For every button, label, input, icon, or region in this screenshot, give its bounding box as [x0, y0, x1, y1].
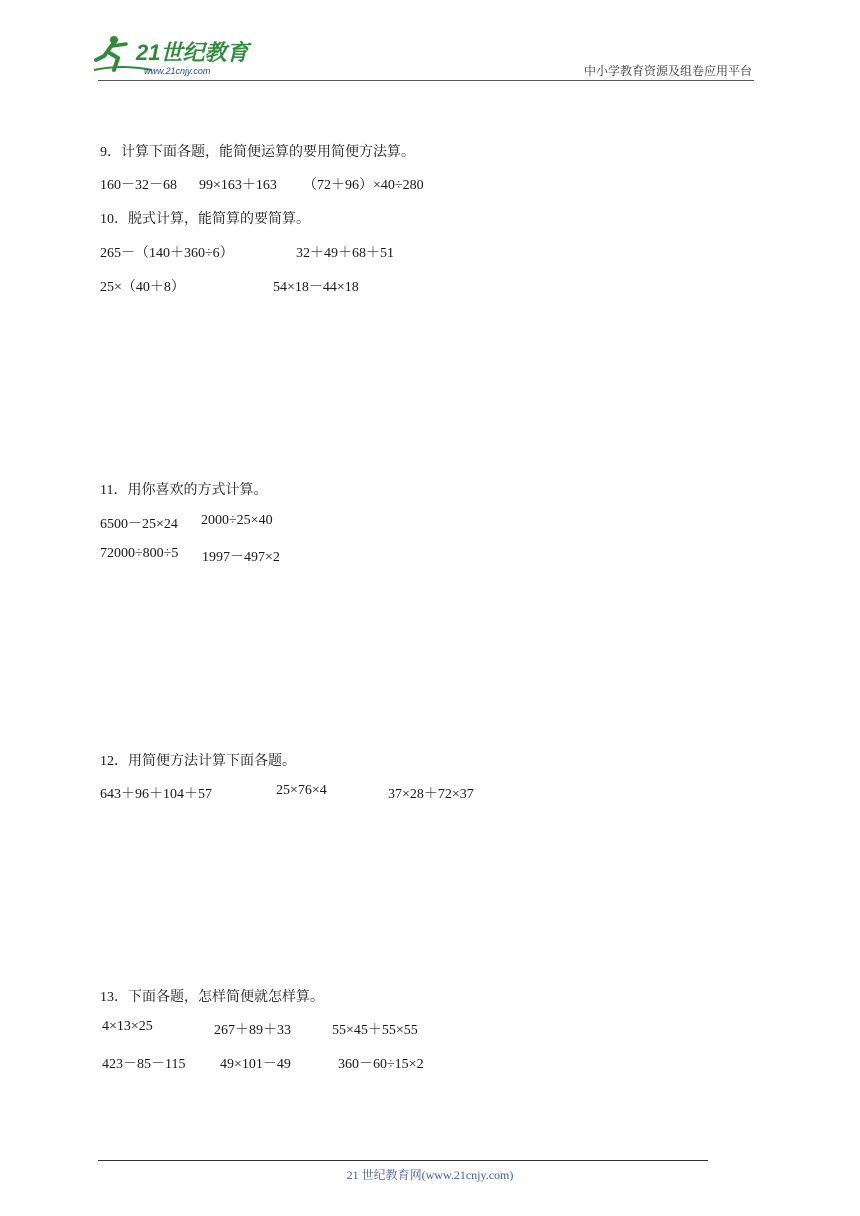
- expression: 6500－25×24: [100, 517, 178, 532]
- expression: 25×76×4: [276, 783, 327, 798]
- expression: 160－32－68: [100, 178, 177, 193]
- expression: 267＋89＋33: [214, 1023, 291, 1038]
- expression: 25×（40＋8）: [100, 280, 185, 295]
- footer-link[interactable]: 21 世纪教育网(www.21cnjy.com): [346, 1168, 514, 1182]
- expression: 32＋49＋68＋51: [296, 246, 394, 261]
- expression: 37×28＋72×37: [388, 787, 474, 802]
- expression: 4×13×25: [102, 1019, 153, 1034]
- site-logo: [92, 30, 262, 80]
- expression: 49×101－49: [220, 1057, 291, 1072]
- question-9-title: 9．计算下面各题，能简便运算的要用简便方法算。: [100, 145, 415, 160]
- expression: 99×163＋163: [199, 178, 277, 193]
- expression: 2000÷25×40: [201, 513, 273, 528]
- expression: 265－（140＋360÷6）: [100, 246, 234, 261]
- header-divider: [98, 80, 754, 81]
- expression: 55×45＋55×55: [332, 1023, 418, 1038]
- question-13-title: 13．下面各题，怎样简便就怎样算。: [100, 990, 324, 1005]
- expression: 360－60÷15×2: [338, 1057, 424, 1072]
- expression: 1997－497×2: [202, 550, 280, 565]
- expression: 423－85－115: [102, 1057, 186, 1072]
- expression: （72＋96）×40÷280: [303, 178, 424, 193]
- expression: 72000÷800÷5: [100, 546, 179, 561]
- expression: 54×18－44×18: [273, 280, 359, 295]
- platform-name: 中小学教育资源及组卷应用平台: [583, 64, 752, 78]
- question-12-title: 12．用简便方法计算下面各题。: [100, 754, 296, 769]
- question-10-title: 10．脱式计算，能简算的要简算。: [100, 212, 310, 227]
- expression: 643＋96＋104＋57: [100, 787, 212, 802]
- svg-text:www.21cnjy.com: www.21cnjy.com: [144, 66, 211, 76]
- question-11-title: 11．用你喜欢的方式计算。: [100, 483, 268, 498]
- svg-text:21世纪教育: 21世纪教育: [136, 40, 249, 65]
- footer-divider: [98, 1160, 708, 1161]
